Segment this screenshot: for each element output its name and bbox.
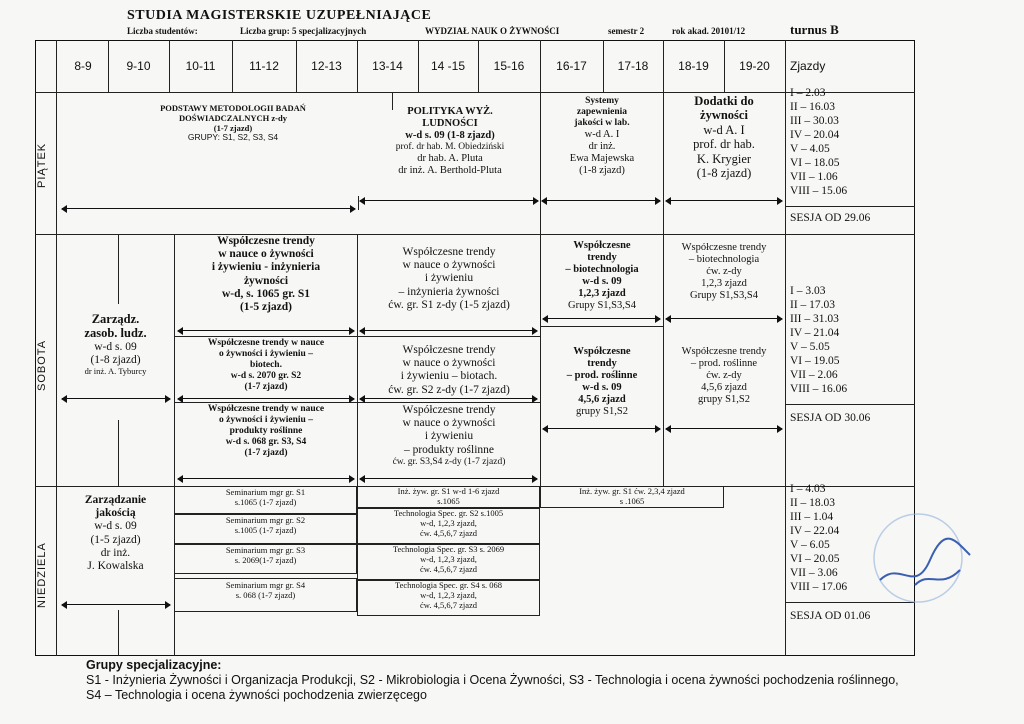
saturday-arrow-11 xyxy=(666,428,782,429)
class-groups: grupy S1,S2 xyxy=(698,394,750,406)
date-item: III – 31.03 xyxy=(790,313,839,325)
class-term: 4,5,6 zjazd xyxy=(578,394,626,406)
class-title: – produkty roślinne xyxy=(403,443,495,456)
sunday-sesja: SESJA OD 01.06 xyxy=(790,610,871,622)
class-title: jakością xyxy=(95,507,136,520)
class-title: – inżynieria żywności xyxy=(398,285,500,298)
legend-line-1: S1 - Inżynieria Żywności i Organizacja Produkcji, S2 - Mikrobiologia i Ocena Żywności, S3 - Technologia i ocena żywności pochodzenia roślinnego, xyxy=(86,673,899,687)
tick xyxy=(118,610,119,656)
seminar-s4 xyxy=(174,578,357,612)
class-groups: GRUPY: S1, S2, S3, S4 xyxy=(187,132,279,143)
class-title: o żywności i żywieniu – xyxy=(219,414,313,425)
sunday-technology-s3 xyxy=(357,544,540,580)
seminar-title: Seminarium mgr gr. S4 xyxy=(225,580,306,590)
class-room: s .1065 xyxy=(619,495,645,506)
class-groups: ćw. gr. S3,S4 z-dy (1-7 zjazd) xyxy=(392,456,506,467)
class-teacher: dr inż. A. Tyburcy xyxy=(84,366,147,377)
class-title: żywności xyxy=(700,108,748,123)
friday-arrow-2 xyxy=(360,200,538,201)
academic-year-label: rok akad. 20101/12 xyxy=(672,26,746,36)
seminar-title: Seminarium mgr gr. S2 xyxy=(225,515,306,525)
class-title: Współczesne trendy xyxy=(402,404,496,416)
class-groups: Grupy S1,S3,S4 xyxy=(690,290,758,302)
row-divider xyxy=(357,336,540,337)
class-title: Współczesne trendy w nauce xyxy=(207,338,325,348)
class-title: w nauce o żywności xyxy=(402,417,496,430)
class-title: Współczesne trendy xyxy=(681,242,767,253)
class-title: i żywieniu - inżynieria xyxy=(211,261,321,274)
date-item: IV – 22.04 xyxy=(790,525,840,537)
students-count-label: Liczba studentów: xyxy=(127,26,198,36)
saturday-hr-class xyxy=(58,312,173,377)
class-term: w-d, 1,2,3 zjazd, xyxy=(420,553,477,564)
saturday-trends-biotech-exercise xyxy=(358,344,540,397)
class-info xyxy=(358,545,539,574)
class-teacher: dr hab. A. Pluta xyxy=(417,153,483,165)
class-title: w nauce o żywności xyxy=(218,248,314,261)
saturday-trends-engineering-exercise xyxy=(358,246,540,312)
class-title: – prod. roślinne xyxy=(566,370,638,382)
friday-additives-class xyxy=(664,94,784,180)
signature-icon xyxy=(860,500,990,610)
date-item: VI – 18.05 xyxy=(790,157,840,169)
semester-label: semestr 2 xyxy=(608,26,645,36)
class-groups: ćw. gr. S1 z-dy (1-5 zjazd) xyxy=(388,298,510,311)
saturday-trends-biotech-lecture xyxy=(175,338,357,393)
class-room: w-d s. 09 xyxy=(582,276,622,288)
saturday-arrow-2 xyxy=(178,330,354,331)
class-room: w-d s. 2070 gr. S2 xyxy=(230,370,302,381)
saturday-trends-biotech-lecture-2 xyxy=(541,240,663,312)
seminar-title: Seminarium mgr gr. S3 xyxy=(225,545,306,555)
hour-10-11: 10-11 xyxy=(185,59,216,73)
class-term: (1-5 zjazd) xyxy=(239,301,293,314)
class-title: Współczesne xyxy=(573,240,631,251)
class-term: (1-7 zjazd) xyxy=(244,447,288,458)
day-column-divider xyxy=(56,40,57,656)
class-title: Zarządz. xyxy=(91,312,140,326)
class-title: w nauce o żywności xyxy=(402,357,496,370)
saturday-arrow-5 xyxy=(360,330,537,331)
date-item: III – 1.04 xyxy=(790,511,834,523)
hour-19-20: 19-20 xyxy=(739,59,770,73)
class-title: Współczesne trendy xyxy=(681,346,767,357)
row-divider xyxy=(357,402,540,403)
class-teacher: dr inż. xyxy=(588,140,616,152)
header-divider xyxy=(35,92,915,93)
document-title: STUDIA MAGISTERSKIE UZUPEŁNIAJĄCE xyxy=(127,8,432,23)
date-item: II – 16.03 xyxy=(790,101,836,113)
class-room: w-d s. 068 gr. S3, S4 xyxy=(225,436,307,447)
saturday-arrow-10 xyxy=(666,318,782,319)
saturday-trends-plant-exercise xyxy=(358,404,540,468)
class-title: LUDNOŚCI xyxy=(422,118,478,130)
class-title: trendy xyxy=(587,252,617,264)
class-title: biotech. xyxy=(250,359,282,370)
date-item: V – 5.05 xyxy=(790,341,830,353)
date-item: VI – 20.05 xyxy=(790,553,840,565)
class-title: i żywieniu xyxy=(424,430,474,443)
class-title: produkty roślinne xyxy=(229,425,303,436)
class-teacher: dr inż. xyxy=(100,546,131,559)
hour-11-12: 11-12 xyxy=(249,59,279,73)
date-item: I – 3.03 xyxy=(790,285,826,297)
seminar-info xyxy=(175,546,356,566)
saturday-arrow-4 xyxy=(178,478,354,479)
class-term: ćw. 4,5,6,7 zjazd xyxy=(419,563,478,574)
date-item: VII – 3.06 xyxy=(790,567,838,579)
class-term: 1,2,3 zjazd xyxy=(701,278,747,290)
seminar-room: s.1065 (1-7 zjazd) xyxy=(234,496,297,507)
day-label-saturday: SOBOTA xyxy=(36,339,48,391)
class-term: (1-8 zjazd) xyxy=(579,164,625,176)
class-term: 1,2,3 zjazd xyxy=(578,288,626,300)
class-term: w-d, 1,2,3 zjazd, xyxy=(420,589,477,600)
saturday-sesja: SESJA OD 30.06 xyxy=(790,412,871,424)
legend-line-2: S4 – Technologia i ocena żywności pochodzenia zwierzęcego xyxy=(86,688,427,702)
class-teacher: prof. dr hab. xyxy=(693,137,755,152)
date-item: VIII – 15.06 xyxy=(790,185,848,197)
class-room: w-d s. 09 (1-8 zjazd) xyxy=(405,130,495,142)
date-item: VIII – 17.06 xyxy=(790,581,848,593)
date-item: IV – 21.04 xyxy=(790,327,840,339)
saturday-trends-plant-exercise-2 xyxy=(664,346,784,406)
class-title: trendy xyxy=(587,358,617,370)
sunday-engineering-exercise xyxy=(540,486,724,508)
class-title: jakości w lab. xyxy=(574,117,630,128)
sesja-divider xyxy=(785,404,915,405)
class-info xyxy=(358,581,539,610)
date-item: VI – 19.05 xyxy=(790,355,840,367)
class-teacher: K. Krygier xyxy=(696,151,752,166)
saturday-arrow-1 xyxy=(62,398,170,399)
class-title: zasob. ludz. xyxy=(84,326,147,341)
class-title: w nauce o żywności xyxy=(402,259,496,272)
class-title: Systemy xyxy=(585,96,619,106)
saturday-arrow-9 xyxy=(543,428,660,429)
class-teacher: Ewa Majewska xyxy=(569,152,635,164)
class-title: żywności xyxy=(243,274,289,287)
class-info xyxy=(541,487,723,507)
class-title: i żywieniu – biotach. xyxy=(400,370,498,383)
saturday-trends-plant-lecture xyxy=(175,404,357,459)
class-title: Współczesne trendy xyxy=(402,246,496,258)
class-title: Inż. żyw. gr. S1 w-d 1-6 zjazd xyxy=(397,486,500,496)
saturday-trends-biotech-exercise-2 xyxy=(664,242,784,302)
friday-methodology-class xyxy=(108,104,358,143)
hour-9-10: 9-10 xyxy=(126,59,151,73)
saturday-dates xyxy=(790,284,847,396)
friday-policy-class xyxy=(360,106,540,177)
date-item: I – 2.03 xyxy=(790,87,826,99)
saturday-arrow-6 xyxy=(360,398,537,399)
saturday-arrow-3 xyxy=(178,398,354,399)
seminar-room: s. 068 (1-7 zjazd) xyxy=(235,589,296,600)
tick xyxy=(118,420,119,486)
date-item: I – 4.03 xyxy=(790,483,826,495)
row-divider xyxy=(540,326,663,327)
class-term: ćw. 4,5,6,7 zjazd xyxy=(419,527,478,538)
class-title: – biotechnologia xyxy=(688,254,760,266)
hour-16-17: 16-17 xyxy=(556,59,587,73)
seminar-title: Seminarium mgr gr. S1 xyxy=(225,487,306,497)
class-title: POLITYKA WYŻ. xyxy=(407,106,493,117)
date-item: II – 18.03 xyxy=(790,497,836,509)
date-item: III – 30.03 xyxy=(790,115,839,127)
row-divider xyxy=(174,402,357,403)
class-info xyxy=(358,487,539,507)
class-term: (1-7 zjazd) xyxy=(213,122,253,133)
class-groups: grupy S1,S2 xyxy=(576,406,628,418)
class-info xyxy=(358,509,539,538)
class-room: w-d s. 09 xyxy=(582,382,622,394)
class-term: (1-7 zjazd) xyxy=(244,381,288,392)
class-room: w-d A. I xyxy=(584,128,620,140)
friday-arrow-4 xyxy=(666,200,782,201)
seminar-info xyxy=(175,581,356,601)
class-title: DOŚWIADCZALNYCH z-dy xyxy=(179,112,287,123)
class-groups: Grupy S1,S3,S4 xyxy=(568,300,636,312)
class-term: (1-8 zjazd) xyxy=(90,353,141,366)
class-title: Zarządzanie xyxy=(84,494,147,506)
hour-14-15: 14 -15 xyxy=(430,59,466,73)
sunday-technology-s2 xyxy=(357,508,540,544)
zjazdy-column-divider xyxy=(785,40,786,656)
friday-divider xyxy=(35,234,915,235)
specialization-legend xyxy=(86,658,986,703)
friday-quality-systems-class xyxy=(541,96,663,177)
seminar-info xyxy=(175,516,356,536)
class-room: w-d, s. 1065 gr. S1 xyxy=(221,287,311,300)
zjazdy-header: Zjazdy xyxy=(790,59,826,73)
class-room: s.1065 xyxy=(437,495,460,506)
seminar-room: s. 2069(1-7 zjazd) xyxy=(234,554,297,565)
class-title: Dodatki do xyxy=(694,94,754,108)
date-item: II – 17.03 xyxy=(790,299,836,311)
seminar-room: s.1005 (1-7 zjazd) xyxy=(234,524,297,535)
date-item: V – 6.05 xyxy=(790,539,830,551)
date-item: VII – 1.06 xyxy=(790,171,838,183)
row-divider xyxy=(174,336,357,337)
tick xyxy=(118,234,119,304)
saturday-trends-engineering-lecture xyxy=(175,235,357,314)
date-item: VII – 2.06 xyxy=(790,369,838,381)
hour-15-16: 15-16 xyxy=(493,59,525,73)
class-title: zapewnienia xyxy=(576,106,628,117)
friday-arrow-3 xyxy=(542,200,660,201)
day-label-friday: PIĄTEK xyxy=(36,142,48,188)
day-label-sunday: NIEDZIELA xyxy=(36,542,48,608)
seminar-info xyxy=(175,488,356,508)
sunday-arrow-1 xyxy=(62,604,170,605)
groups-count-label: Liczba grup: 5 specjalizacyjnych xyxy=(240,26,367,36)
class-room: w-d s. 09 xyxy=(94,340,137,353)
class-title: Technologia Spec. gr. S2 s.1005 xyxy=(393,508,504,518)
class-title: Współczesne trendy w nauce xyxy=(207,404,325,414)
friday-sesja: SESJA OD 29.06 xyxy=(790,212,871,224)
date-item: V – 4.05 xyxy=(790,143,830,155)
class-type: ćw. z-dy xyxy=(706,370,742,382)
seminar-s1 xyxy=(174,486,357,514)
class-title: Inż. żyw. gr. S1 ćw. 2,3,4 zjazd xyxy=(579,486,685,496)
class-title: – prod. roślinne xyxy=(690,358,758,370)
seminar-s3 xyxy=(174,544,357,574)
class-title: – biotechnologia xyxy=(565,264,639,276)
class-teacher: J. Kowalska xyxy=(87,560,144,573)
hour-13-14: 13-14 xyxy=(372,59,403,73)
class-title: Współczesne trendy xyxy=(217,235,315,247)
class-type: ćw. z-dy xyxy=(706,266,742,278)
faculty-label: WYDZIAŁ NAUK O ŻYWNOŚCI xyxy=(425,26,560,36)
dean-stamp xyxy=(960,200,1020,430)
turnus-label: turnus B xyxy=(790,22,839,37)
sunday-technology-s4 xyxy=(357,580,540,616)
class-room: w-d s. 09 xyxy=(94,520,137,533)
saturday-arrow-8 xyxy=(543,318,660,319)
friday-arrow-1 xyxy=(62,208,355,209)
saturday-arrow-7 xyxy=(360,478,537,479)
hour-18-19: 18-19 xyxy=(678,59,709,73)
class-term: (1-5 zjazd) xyxy=(90,533,141,546)
hour-12-13: 12-13 xyxy=(311,59,342,73)
class-term: ćw. 4,5,6,7 zjazd xyxy=(419,599,478,610)
class-term: (1-8 zjazd) xyxy=(696,165,752,180)
class-title: Technologia Spec. gr. S4 s. 068 xyxy=(394,580,503,590)
legend-title: Grupy specjalizacyjne: xyxy=(86,658,222,672)
seminar-s2 xyxy=(174,514,357,544)
class-title: i żywieniu xyxy=(424,272,474,285)
sunday-engineering-lecture xyxy=(357,486,540,508)
class-title: o żywności i żywieniu – xyxy=(219,348,313,359)
saturday-trends-plant-lecture-2 xyxy=(541,346,663,418)
sesja-divider xyxy=(785,206,915,207)
date-item: IV – 20.04 xyxy=(790,129,840,141)
friday-dates xyxy=(790,86,847,198)
class-teacher: dr inż. A. Berthold-Pluta xyxy=(398,165,502,177)
class-groups: ćw. gr. S2 z-dy (1-7 zjazd) xyxy=(388,383,510,396)
class-teacher: prof. dr hab. M. Obiedziński xyxy=(395,142,505,153)
class-term: 4,5,6 zjazd xyxy=(701,382,747,394)
class-room: w-d A. I xyxy=(703,122,745,137)
hour-8-9: 8-9 xyxy=(74,59,92,73)
sunday-quality-management-class xyxy=(58,494,173,573)
hour-17-18: 17-18 xyxy=(617,59,649,73)
date-item: VIII – 16.06 xyxy=(790,383,848,395)
class-term: w-d, 1,2,3 zjazd, xyxy=(420,517,477,528)
class-title: PODSTAWY METODOLOGII BADAŃ xyxy=(160,103,306,113)
sunday-dates xyxy=(790,482,847,594)
class-title: Współczesne xyxy=(573,346,631,357)
class-title: Technologia Spec. gr. S3 s. 2069 xyxy=(392,544,505,554)
class-title: Współczesne trendy xyxy=(402,344,496,356)
